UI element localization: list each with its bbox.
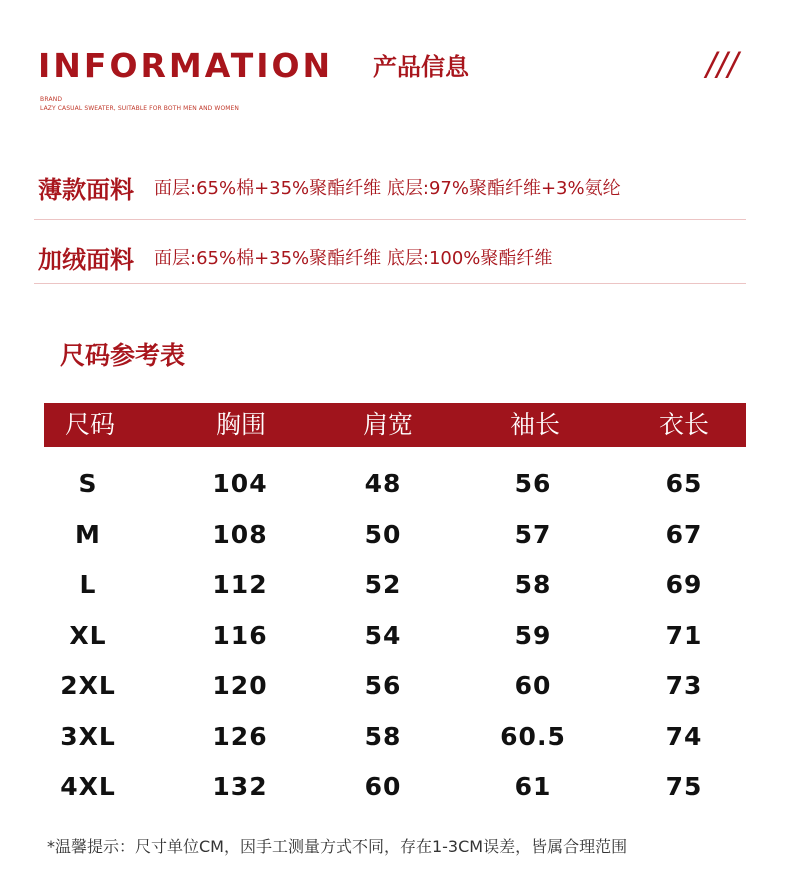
fabric-name: 薄款面料 xyxy=(38,175,134,204)
cell-length: 69 xyxy=(665,570,703,599)
fabric-description: 面层:65%棉+35%聚酯纤维 底层:100%聚酯纤维 xyxy=(154,248,553,269)
brand-subtitle: LAZY CASUAL SWEATER, SUITABLE FOR BOTH MEN AND WOMEN xyxy=(40,105,240,112)
fabric-row-fleece xyxy=(38,237,746,277)
cell-shoulder: 60 xyxy=(364,772,402,801)
cell-chest: 112 xyxy=(212,570,268,599)
cell-sleeve: 58 xyxy=(514,570,552,599)
fabric-description: 面层:65%棉+35%聚酯纤维 底层:97%聚酯纤维+3%氨纶 xyxy=(154,178,621,199)
table-row xyxy=(0,621,790,671)
page-title: INFORMATION xyxy=(38,46,334,85)
table-row xyxy=(0,772,790,822)
brand-label: BRAND xyxy=(40,96,63,103)
cell-size: 4XL xyxy=(60,772,116,801)
cell-sleeve: 60 xyxy=(514,671,552,700)
cell-shoulder: 56 xyxy=(364,671,402,700)
cell-chest: 116 xyxy=(212,620,268,650)
header-size: 尺码 xyxy=(64,410,115,439)
cell-chest: 108 xyxy=(212,519,268,549)
cell-shoulder: 48 xyxy=(364,469,402,498)
table-row xyxy=(0,469,790,519)
cell-size: L xyxy=(79,570,97,599)
table-row xyxy=(0,520,790,570)
cell-length: 71 xyxy=(665,620,703,650)
cell-sleeve: 60.5 xyxy=(500,721,566,751)
cell-chest: 120 xyxy=(212,671,268,700)
cell-shoulder: 50 xyxy=(364,519,402,549)
cell-shoulder: 52 xyxy=(364,570,402,599)
table-row xyxy=(0,671,790,721)
cell-sleeve: 57 xyxy=(514,519,552,549)
cell-sleeve: 59 xyxy=(514,620,552,650)
page-title-cn: 产品信息 xyxy=(373,53,469,81)
divider xyxy=(34,219,746,220)
size-chart-title: 尺码参考表 xyxy=(60,341,186,370)
cell-length: 75 xyxy=(665,772,703,801)
cell-sleeve: 61 xyxy=(514,772,552,801)
cell-shoulder: 54 xyxy=(364,620,402,650)
cell-chest: 132 xyxy=(212,772,268,801)
header-shoulder: 肩宽 xyxy=(362,410,413,439)
cell-length: 73 xyxy=(665,671,703,700)
cell-size: 2XL xyxy=(60,671,116,700)
fabric-row-thin xyxy=(38,167,746,207)
divider xyxy=(34,283,746,284)
size-table-header xyxy=(44,403,746,447)
header-sleeve: 袖长 xyxy=(509,410,560,439)
cell-sleeve: 56 xyxy=(514,469,552,498)
cell-length: 65 xyxy=(665,469,703,498)
measurement-note: *温馨提示：尺寸单位CM，因手工测量方式不同，存在1-3CM误差，皆属合理范围 xyxy=(47,837,628,856)
cell-length: 74 xyxy=(665,721,703,751)
header-length: 衣长 xyxy=(658,410,709,439)
table-row xyxy=(0,570,790,620)
table-row xyxy=(0,722,790,772)
cell-size: M xyxy=(75,519,101,549)
fabric-name: 加绒面料 xyxy=(38,245,134,274)
cell-size: XL xyxy=(69,620,107,650)
cell-size: 3XL xyxy=(60,721,116,751)
cell-shoulder: 58 xyxy=(364,721,402,751)
cell-size: S xyxy=(78,469,98,498)
header-chest: 胸围 xyxy=(215,410,266,439)
cell-chest: 104 xyxy=(212,469,268,498)
decorative-slashes: /// xyxy=(706,45,739,83)
cell-length: 67 xyxy=(665,519,703,549)
cell-chest: 126 xyxy=(212,721,268,751)
